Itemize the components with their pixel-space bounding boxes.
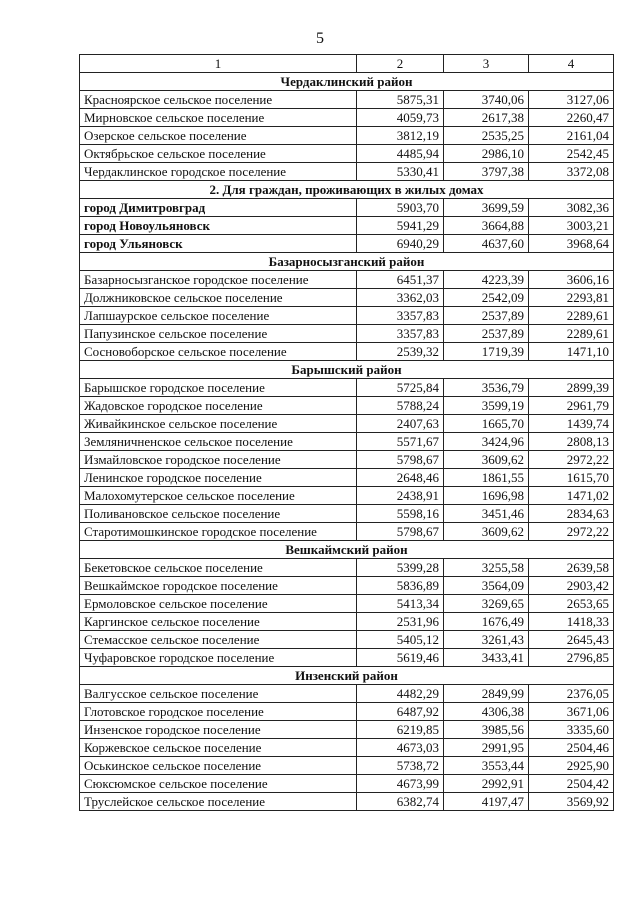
value-column-2: 3362,03	[357, 289, 444, 307]
value-column-3: 3985,56	[444, 721, 529, 739]
table-row	[80, 739, 614, 757]
value-column-3: 3609,62	[444, 451, 529, 469]
value-column-4: 3671,06	[529, 703, 614, 721]
table-row	[80, 325, 614, 343]
value-column-2: 5330,41	[357, 163, 444, 181]
value-column-2: 5725,84	[357, 379, 444, 397]
table-row	[80, 433, 614, 451]
value-column-4: 2925,90	[529, 757, 614, 775]
table-row	[80, 757, 614, 775]
settlement-name: Инзенское городское поселение	[80, 721, 357, 739]
value-column-3: 3451,46	[444, 505, 529, 523]
table-row	[80, 577, 614, 595]
table-row	[80, 505, 614, 523]
value-column-3: 4223,39	[444, 271, 529, 289]
value-column-3: 3664,88	[444, 217, 529, 235]
section-header-row	[80, 361, 614, 379]
settlement-name: Земляничненское сельское поселение	[80, 433, 357, 451]
value-column-2: 3357,83	[357, 307, 444, 325]
section-header-row	[80, 541, 614, 559]
value-column-2: 5738,72	[357, 757, 444, 775]
value-column-4: 2796,85	[529, 649, 614, 667]
value-column-2: 5571,67	[357, 433, 444, 451]
value-column-3: 2992,91	[444, 775, 529, 793]
value-column-2: 5399,28	[357, 559, 444, 577]
value-column-2: 2539,32	[357, 343, 444, 361]
value-column-3: 3609,62	[444, 523, 529, 541]
value-column-2: 4673,03	[357, 739, 444, 757]
table-row	[80, 109, 614, 127]
settlement-name: Базарносызганское городское поселение	[80, 271, 357, 289]
table-row	[80, 145, 614, 163]
settlement-name: Красноярское сельское поселение	[80, 91, 357, 109]
settlement-name: Оськинское сельское поселение	[80, 757, 357, 775]
value-column-2: 6487,92	[357, 703, 444, 721]
section-title: 2. Для граждан, проживающих в жилых домах	[80, 181, 614, 199]
table-row	[80, 91, 614, 109]
value-column-4: 2504,42	[529, 775, 614, 793]
value-column-4: 3968,64	[529, 235, 614, 253]
value-column-3: 3261,43	[444, 631, 529, 649]
value-column-3: 2617,38	[444, 109, 529, 127]
value-column-2: 4482,29	[357, 685, 444, 703]
value-column-3: 3553,44	[444, 757, 529, 775]
settlement-name: город Новоульяновск	[80, 217, 357, 235]
value-column-3: 3433,41	[444, 649, 529, 667]
table-row	[80, 649, 614, 667]
settlement-name: Чердаклинское городское поселение	[80, 163, 357, 181]
value-column-4: 3372,08	[529, 163, 614, 181]
settlement-name: Жадовское городское поселение	[80, 397, 357, 415]
settlement-name: Чуфаровское городское поселение	[80, 649, 357, 667]
table-row	[80, 559, 614, 577]
value-column-3: 3699,59	[444, 199, 529, 217]
section-title: Барышский район	[80, 361, 614, 379]
table-row	[80, 127, 614, 145]
table-row	[80, 793, 614, 811]
value-column-4: 1471,10	[529, 343, 614, 361]
table-row	[80, 343, 614, 361]
value-column-2: 3357,83	[357, 325, 444, 343]
value-column-2: 5405,12	[357, 631, 444, 649]
settlement-name: Труслейское сельское поселение	[80, 793, 357, 811]
value-column-2: 3812,19	[357, 127, 444, 145]
settlement-name: Папузинское сельское поселение	[80, 325, 357, 343]
value-column-3: 3269,65	[444, 595, 529, 613]
table-row	[80, 703, 614, 721]
table-row	[80, 307, 614, 325]
settlement-name: Стемасское сельское поселение	[80, 631, 357, 649]
settlement-name: Сосновоборское сельское поселение	[80, 343, 357, 361]
table-row	[80, 685, 614, 703]
value-column-4: 2161,04	[529, 127, 614, 145]
value-column-4: 2289,61	[529, 307, 614, 325]
settlement-name: Каргинское сельское поселение	[80, 613, 357, 631]
value-column-3: 2535,25	[444, 127, 529, 145]
table-row	[80, 397, 614, 415]
tariff-table	[79, 54, 614, 811]
table-row	[80, 721, 614, 739]
table-row	[80, 217, 614, 235]
settlement-name: Сюксюмское сельское поселение	[80, 775, 357, 793]
table-row	[80, 523, 614, 541]
settlement-name: Измайловское городское поселение	[80, 451, 357, 469]
column-number-4: 4	[529, 55, 614, 73]
value-column-3: 2991,95	[444, 739, 529, 757]
value-column-3: 3255,58	[444, 559, 529, 577]
value-column-4: 1439,74	[529, 415, 614, 433]
page-number: 5	[316, 30, 324, 47]
settlement-name: Валгусское сельское поселение	[80, 685, 357, 703]
value-column-4: 3606,16	[529, 271, 614, 289]
value-column-4: 2376,05	[529, 685, 614, 703]
value-column-4: 2972,22	[529, 523, 614, 541]
value-column-4: 1418,33	[529, 613, 614, 631]
section-title: Чердаклинский район	[80, 73, 614, 91]
column-number-row	[80, 55, 614, 73]
value-column-2: 2648,46	[357, 469, 444, 487]
value-column-3: 2849,99	[444, 685, 529, 703]
value-column-4: 2289,61	[529, 325, 614, 343]
value-column-2: 6219,85	[357, 721, 444, 739]
value-column-3: 1665,70	[444, 415, 529, 433]
section-header-row	[80, 253, 614, 271]
value-column-2: 5598,16	[357, 505, 444, 523]
value-column-3: 3424,96	[444, 433, 529, 451]
table-row	[80, 271, 614, 289]
settlement-name: Поливановское сельское поселение	[80, 505, 357, 523]
value-column-3: 2537,89	[444, 307, 529, 325]
table-row	[80, 199, 614, 217]
value-column-2: 5798,67	[357, 523, 444, 541]
value-column-3: 3564,09	[444, 577, 529, 595]
value-column-4: 2542,45	[529, 145, 614, 163]
value-column-4: 3003,21	[529, 217, 614, 235]
value-column-2: 2531,96	[357, 613, 444, 631]
settlement-name: город Димитровград	[80, 199, 357, 217]
table-row	[80, 415, 614, 433]
section-title: Инзенский район	[80, 667, 614, 685]
value-column-2: 5798,67	[357, 451, 444, 469]
table-row	[80, 487, 614, 505]
value-column-2: 2407,63	[357, 415, 444, 433]
section-header-row	[80, 73, 614, 91]
value-column-4: 2645,43	[529, 631, 614, 649]
settlement-name: Глотовское городское поселение	[80, 703, 357, 721]
value-column-2: 5619,46	[357, 649, 444, 667]
settlement-name: Озерское сельское поселение	[80, 127, 357, 145]
value-column-4: 2260,47	[529, 109, 614, 127]
section-title: Базарносызганский район	[80, 253, 614, 271]
value-column-2: 6451,37	[357, 271, 444, 289]
value-column-4: 2899,39	[529, 379, 614, 397]
settlement-name: Бекетовское сельское поселение	[80, 559, 357, 577]
settlement-name: Ермоловское сельское поселение	[80, 595, 357, 613]
value-column-2: 4059,73	[357, 109, 444, 127]
settlement-name: Старотимошкинское городское поселение	[80, 523, 357, 541]
value-column-2: 6382,74	[357, 793, 444, 811]
settlement-name: Малохомутерское сельское поселение	[80, 487, 357, 505]
value-column-4: 3127,06	[529, 91, 614, 109]
value-column-4: 2293,81	[529, 289, 614, 307]
value-column-4: 2504,46	[529, 739, 614, 757]
value-column-4: 2808,13	[529, 433, 614, 451]
table-row	[80, 451, 614, 469]
value-column-2: 5941,29	[357, 217, 444, 235]
settlement-name: Должниковское сельское поселение	[80, 289, 357, 307]
table-row	[80, 595, 614, 613]
value-column-3: 4197,47	[444, 793, 529, 811]
value-column-4: 2961,79	[529, 397, 614, 415]
value-column-2: 5788,24	[357, 397, 444, 415]
table-row	[80, 379, 614, 397]
value-column-2: 5836,89	[357, 577, 444, 595]
value-column-3: 1676,49	[444, 613, 529, 631]
value-column-4: 2639,58	[529, 559, 614, 577]
settlement-name: Лапшаурское сельское поселение	[80, 307, 357, 325]
table-row	[80, 235, 614, 253]
settlement-name: Живайкинское сельское поселение	[80, 415, 357, 433]
value-column-2: 6940,29	[357, 235, 444, 253]
value-column-3: 1719,39	[444, 343, 529, 361]
table-row	[80, 289, 614, 307]
settlement-name: Мирновское сельское поселение	[80, 109, 357, 127]
value-column-3: 4306,38	[444, 703, 529, 721]
column-number-3: 3	[444, 55, 529, 73]
settlement-name: Ленинское городское поселение	[80, 469, 357, 487]
table-row	[80, 631, 614, 649]
value-column-3: 3740,06	[444, 91, 529, 109]
table-row	[80, 613, 614, 631]
column-number-1: 1	[80, 55, 357, 73]
value-column-4: 2653,65	[529, 595, 614, 613]
value-column-4: 3569,92	[529, 793, 614, 811]
section-header-row	[80, 181, 614, 199]
value-column-2: 5875,31	[357, 91, 444, 109]
settlement-name: Барышское городское поселение	[80, 379, 357, 397]
value-column-2: 2438,91	[357, 487, 444, 505]
table-row	[80, 775, 614, 793]
settlement-name: Вешкаймское городское поселение	[80, 577, 357, 595]
value-column-2: 4485,94	[357, 145, 444, 163]
table-body	[80, 55, 614, 811]
settlement-name: Коржевское сельское поселение	[80, 739, 357, 757]
column-number-2: 2	[357, 55, 444, 73]
section-header-row	[80, 667, 614, 685]
value-column-3: 1861,55	[444, 469, 529, 487]
value-column-2: 4673,99	[357, 775, 444, 793]
value-column-3: 1696,98	[444, 487, 529, 505]
value-column-4: 3082,36	[529, 199, 614, 217]
table-row	[80, 469, 614, 487]
value-column-4: 2834,63	[529, 505, 614, 523]
settlement-name: город Ульяновск	[80, 235, 357, 253]
value-column-3: 3599,19	[444, 397, 529, 415]
value-column-3: 3797,38	[444, 163, 529, 181]
value-column-2: 5413,34	[357, 595, 444, 613]
value-column-4: 2903,42	[529, 577, 614, 595]
value-column-4: 3335,60	[529, 721, 614, 739]
value-column-3: 2986,10	[444, 145, 529, 163]
section-title: Вешкаймский район	[80, 541, 614, 559]
value-column-4: 2972,22	[529, 451, 614, 469]
table-row	[80, 163, 614, 181]
value-column-4: 1615,70	[529, 469, 614, 487]
settlement-name: Октябрьское сельское поселение	[80, 145, 357, 163]
value-column-3: 2537,89	[444, 325, 529, 343]
value-column-3: 4637,60	[444, 235, 529, 253]
value-column-3: 3536,79	[444, 379, 529, 397]
value-column-2: 5903,70	[357, 199, 444, 217]
value-column-3: 2542,09	[444, 289, 529, 307]
value-column-4: 1471,02	[529, 487, 614, 505]
